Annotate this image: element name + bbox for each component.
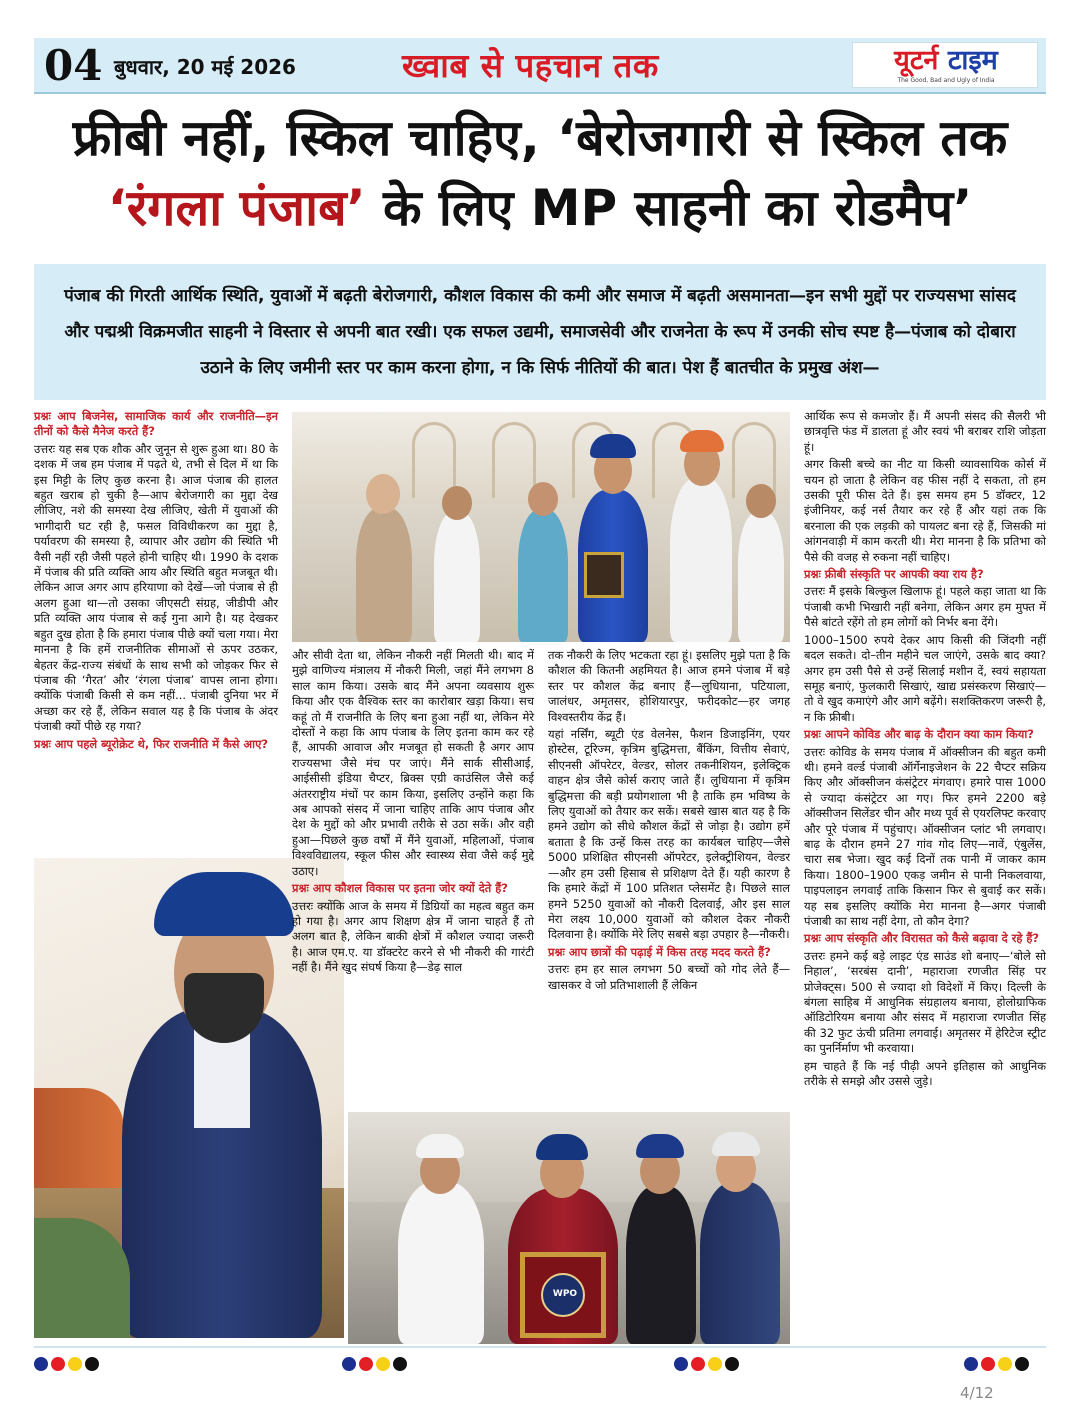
section-title: ख्वाब से पहचान तक — [402, 46, 659, 85]
answer-3-continued-2: यहां नर्सिंग, ब्यूटी एंड वेलनेस, फैशन डिजाइनिंग, एयर होस्टेस, टूरिज्म, कृत्रिम बुद्धिमत्ता, बैंकिंग, वित्तीय सेवाएं, सीएनसी ऑपरेटर, वेल्डर, सोलर तकनीशियन, इलेक्ट्रिक वाहन क्षेत्र जैसे कोर्स कराए जाते हैं। लुधियाना में कृत्रिम बुद्धिमत्ता की बड़ी प्रयोगशाला भी है ताकि हम भविष्य के लिए युवाओं को तैयार कर सकें। सबसे खास बात यह है कि हमने उद्योग को सीधे कौशल केंद्रों से जोड़ा है। उद्योग हमें बताता है कि उन्हें किस तरह का कार्यबल चाहिए—जैसे 5000 प्रशिक्षित सीएनसी ऑपरेटर, इलेक्ट्रीशियन, वेल्डर—और हम उसी हिसाब से प्रशिक्षण देते हैं। यही कारण है कि हमारे केंद्रों में 100 प्रतिशत प्लेसमेंट है। पिछले साल हमने 5250 युवाओं को नौकरी दिलवाई, और इस साल मेरा लक्ष्य 10,000 युवाओं को कौशल देकर नौकरी दिलवाना है। क्योंकि मेरे लिए सबसे बड़ा उपहार है—नौकरी। — [548, 727, 790, 942]
turban — [590, 434, 636, 458]
registration-dots — [342, 1354, 412, 1374]
answer-5-continued: 1000–1500 रुपये देकर आप किसी की जिंदगी नहीं बदल सकते। दो–तीन महीने चल जाएंगे, उसके बाद क्या? अगर हम उसी पैसे से उन्हें सिलाई मशीन दें, स्वयं सहायता समूह बनाएं, फुलकारी सिखाएं, खाद्य प्रसंस्करण सिखाएं—तो वे खुद कमाएंगे और आगे बढ़ेंगे। सशक्तिकरण जरूरी है, न कि फ्रीबी। — [804, 632, 1046, 724]
question-2: प्रश्नः आप पहले ब्यूरोक्रेट थे, फिर राजनीति में कैसे आए? — [34, 736, 268, 751]
dot-black — [85, 1357, 99, 1371]
framed-portrait — [584, 552, 624, 598]
answer-3-continued: तक नौकरी के लिए भटकता रहा हूं। इसलिए मुझे पता है कि कौशल की कितनी अहमियत है। आज हमने पंजाब में बड़े स्तर पर कौशल केंद्र बनाए हैं—लुधियाना, पटियाला, जालंधर, अमृतसर, होशियारपुर, फरीदकोट—हर जगह विश्वस्तरीय केंद्र हैं। — [548, 648, 790, 724]
question-1: प्रश्नः आप बिजनेस, सामाजिक कार्य और राजनीति—इन तीनों को कैसे मैनेज करते हैं? — [34, 409, 278, 439]
dot-black — [725, 1357, 739, 1371]
answer-2-continued: और सीवी देता था, लेकिन नौकरी नहीं मिलती थी। बाद में मुझे वाणिज्य मंत्रालय में नौकरी मिली, जहां मैंने लगभग 8 साल काम किया। उसके बाद मैंने अपना व्यवसाय शुरू किया और एक वैश्विक स्तर का कारोबार खड़ा किया। सच कहूं तो मैं राजनीति के लिए बना हुआ नहीं था, लेकिन मेरे दोस्तों ने कहा कि आप पंजाब के लिए इतना काम कर रहे हैं, आपकी आवाज और मजबूत हो सकती है अगर आप राज्यसभा जैसे मंच पर जाएं। मैंने सार्क सीसीआई, आईसीसी इंडिया चैप्टर, ब्रिक्स एग्री काउंसिल जैसे कई अंतरराष्ट्रीय मंचों पर काम किया, इसलिए उन्होंने कहा कि अब आपको संसद में जाना चाहिए ताकि आप पंजाब और देश के मुद्दों को और प्रभावी तरीके से उठा सकें। और वही हुआ—पिछले कुछ वर्षों में मैंने युवाओं, महिलाओं, पंजाब विश्वविद्यालय, स्कूल फीस और स्वास्थ्य सेवा जैसे कई मुद्दे उठाए। — [292, 648, 534, 878]
dot-yellow — [376, 1357, 390, 1371]
dot-black — [393, 1357, 407, 1371]
turban — [536, 1134, 588, 1160]
issue-date: बुधवार, 20 मई 2026 — [114, 55, 296, 79]
turban — [636, 1134, 684, 1158]
article-column-3 — [548, 648, 790, 995]
turban — [154, 872, 294, 936]
headline-rest: के लिए MP साहनी का रोडमैप’ — [365, 179, 973, 237]
logo-tagline: The Good, Bad and Ugly of India — [897, 77, 995, 84]
registration-dots — [964, 1354, 1034, 1374]
logo-wordmark — [853, 43, 1039, 79]
dot-yellow — [998, 1357, 1012, 1371]
award-badge-text: WPO — [552, 1289, 578, 1299]
dot-red — [359, 1357, 373, 1371]
person-white-shirt — [670, 478, 732, 642]
question-6: प्रश्नः आपने कोविड और बाढ़ के दौरान क्या काम किया? — [804, 727, 1034, 742]
wall-arch — [492, 422, 536, 498]
headline-line-2 — [34, 176, 1046, 240]
logo-part-1: यूटर्न — [894, 45, 939, 76]
turban — [416, 1134, 464, 1158]
person-head — [528, 482, 558, 516]
intro-standfirst: पंजाब की गिरती आर्थिक स्थिति, युवाओं में बढ़ती बेरोजगारी, कौशल विकास की कमी और समाज में बढ़ती असमानता—इन सभी मुद्दों पर राज्यसभा सांसद और पद्मश्री विक्रमजीत साहनी ने विस्तार से अपनी बात रखी। एक सफल उद्यमी, समाजसेवी और राजनेता के रूप में उनकी सोच स्पष्ट है—पंजाब को दोबारा उठाने के लिए जमीनी स्तर पर काम करना होगा, न कि सिर्फ नीतियों की बात। पेश हैं बातचीत के प्रमुख अंश— — [34, 264, 1046, 400]
answer-7: उत्तरः हमने कई बड़े लाइट एंड साउंड शो बनाए—‘बोले सो निहाल’, ‘सरबंस दानी’, महाराजा रणजीत सिंह पर प्रोजेक्ट्स। 500 से ज्यादा शो विदेशों में किए। दिल्ली के बंगला साहिब में आधुनिक संग्रहालय बनाया, होलोग्राफिक ऑडिटोरियम बनाया और संसद में महाराजा रणजीत सिंह की 32 फुट ऊंची प्रतिमा लगवाई। अमृतसर में हेरिटेज स्ट्रीट का पुनर्निर्माण भी करवाया। — [804, 948, 1046, 1056]
footer-rule — [34, 1346, 1046, 1348]
person-white-kurta — [398, 1182, 484, 1344]
shirt-collar — [194, 1028, 250, 1128]
article-column-1 — [34, 409, 278, 754]
headline-highlight: ‘रंगला पंजाब’ — [107, 179, 366, 237]
turban — [712, 1132, 760, 1156]
headline-line-1: फ्रीबी नहीं, स्किल चाहिए, ‘बेरोजगारी से स्किल तक — [72, 109, 1008, 167]
masthead-bar — [34, 38, 1046, 94]
question-5: प्रश्नः फ्रीबी संस्कृति पर आपकी क्या राय है? — [804, 567, 984, 582]
dot-black — [1015, 1357, 1029, 1371]
dot-blue — [674, 1357, 688, 1371]
question-4: प्रश्नः आप छात्रों की पढ़ाई में किस तरह मदद करते हैं? — [548, 944, 771, 959]
answer-5: उत्तरः मैं इसके बिल्कुल खिलाफ हूं। पहले कहा जाता था कि पंजाबी कभी भिखारी नहीं बनेगा, लेकिन अगर हम मुफ्त में पैसे बांटते रहेंगे तो हम लोगों को निर्भर बना देंगे। — [804, 584, 1046, 630]
answer-7-continued: हम चाहते हैं कि नई पीढ़ी अपने इतिहास को आधुनिक तरीके से समझे और उससे जुड़े। — [804, 1058, 1046, 1089]
dot-red — [691, 1357, 705, 1371]
person-head — [442, 486, 472, 520]
dot-blue — [34, 1357, 48, 1371]
student-white — [738, 512, 784, 642]
dot-yellow — [68, 1357, 82, 1371]
answer-4-continued-2: अगर किसी बच्चे का नीट या किसी व्यावसायिक कोर्स में चयन हो जाता है लेकिन वह फीस नहीं दे सकता, तो हम उसकी पूरी फीस देते हैं। इस समय हम 5 डॉक्टर, 12 इंजीनियर, कई नर्स तैयार कर रहे हैं और यहां तक कि बरनाला की एक लड़की को पायलट बना रहे हैं, जिसकी मां आंगनवाड़ी में काम करती थी। मेरा मानना है कि प्रतिभा को पैसे की वजह से रुकना नहीं चाहिए। — [804, 457, 1046, 564]
question-3: प्रश्नः आप कौशल विकास पर इतना जोर क्यों देते हैं? — [292, 881, 508, 896]
dot-red — [51, 1357, 65, 1371]
answer-6: उत्तरः कोविड के समय पंजाब में ऑक्सीजन की बहुत कमी थी। हमने वर्ल्ड पंजाबी ऑर्गेनाइजेशन के 22 चैप्टर सक्रिय किए और ऑक्सीजन कंसंट्रेटर मंगवाए। हमारे पास 1000 से ज्यादा कंसंट्रेटर आ गए। फिर हमने 2200 बड़े ऑक्सीजन सिलेंडर चीन और मध्य पूर्व से एयरलिफ्ट करवाए और पूरे पंजाब में पहुंचाए। ऑक्सीजन प्लांट भी लगवाए। बाढ़ के दौरान हमने 27 गांव गोद लिए—नावें, एंबुलेंस, चारा सब भेजा। खुद कई दिनों तक पानी में जाकर काम किया। 1800–1900 एकड़ जमीन से पानी निकलवाया, पाइपलाइन लगवाई ताकि किसान फिर से बुवाई कर सकें। यह सब इसलिए क्योंकि मेरा मानना है—अगर पंजाबी पंजाबी का साथ नहीं देगा, तो कौन देगा? — [804, 744, 1046, 928]
page-indicator: 4/12 — [960, 1384, 994, 1402]
person-blue-dress — [518, 510, 568, 642]
dot-blue — [342, 1357, 356, 1371]
dot-blue — [964, 1357, 978, 1371]
person-dark-suit — [626, 1186, 696, 1344]
answer-4-continued: आर्थिक रूप से कमजोर हैं। मैं अपनी संसद की सैलरी भी छात्रवृत्ति फंड में डालता हूं और स्वयं भी बराबर राशि जोड़ता हूं। — [804, 409, 1046, 454]
turban — [680, 430, 724, 452]
person-blue-jacket — [700, 1182, 780, 1344]
person-head — [746, 484, 776, 518]
registration-dots — [34, 1354, 104, 1374]
answer-1: उत्तरः यह सब एक शौक और जुनून से शुरू हुआ था। 80 के दशक में जब हम पंजाब में पढ़ते थे, तभी से दिल में था कि इस मिट्टी के लिए कुछ करना है। आज पंजाब की हालत बहुत खराब हो चुकी है—आप बेरोजगारी का मुद्दा देख लीजिए, नशे की समस्या देख लीजिए, खेती में युवाओं की भागीदारी घट रही है, फसल विविधीकरण का मुद्दा है, पर्यावरण की समस्या है, व्यापार और उद्योग की स्थिति भी वैसी नहीं रही जैसी पहले होनी चाहिए थी। 1990 के दशक में पंजाब की प्रति व्यक्ति आय और स्थिति बहुत मजबूत थी। लेकिन आज अगर आप हरियाणा को देखें—जो पंजाब से ही अलग हुआ था—तो उसका जीएसटी संग्रह, जीडीपी और प्रति व्यक्ति आय पंजाब से कई गुना आगे है। यह देखकर बहुत दुख होता है कि हमारा पंजाब पीछे क्यों चला गया। मेरा मानना है कि हमें राजनीतिक सीमाओं से ऊपर उठकर, बेहतर केंद्र-राज्य संबंधों के साथ सभी को जोड़कर फिर से पंजाब की ‘गैरत’ और ‘रंगला पंजाब’ वापस लाना होगा। क्योंकि पंजाबी किसी से कम नहीं... पंजाबी दुनिया भर में अच्छा कर रहे हैं, लेकिन सवाल यह है कि पंजाब के अंदर पंजाबी क्यों पीछे रह गया? — [34, 441, 278, 734]
question-7: प्रश्नः आप संस्कृति और विरासत को कैसे बढ़ावा दे रहे हैं? — [804, 931, 1040, 946]
skill-centre-group-photo — [292, 412, 790, 642]
answer-3: उत्तरः क्योंकि आज के समय में डिग्रियों का महत्व बहुत कम हो गया है। अगर आप शिक्षण क्षेत्र में जाना चाहते हैं तो अलग बात है, लेकिन बाकी क्षेत्रों में कौशल ज्यादा जरूरी है। आज एम.ए. या डॉक्टरेट करने से भी नौकरी की गारंटी नहीं है। मैंने खुद संघर्ष किया है—डेढ़ साल — [292, 898, 534, 975]
registration-dots — [674, 1354, 744, 1374]
logo-part-2: टाइम — [938, 45, 998, 76]
student-white — [434, 512, 480, 642]
wall-arch — [412, 422, 456, 498]
newspaper-logo — [852, 42, 1038, 88]
dot-yellow — [708, 1357, 722, 1371]
award-ceremony-photo — [348, 1112, 790, 1344]
answer-4: उत्तरः हम हर साल लगभग 50 बच्चों को गोद लेते हैं—खासकर वे जो प्रतिभाशाली हैं लेकिन — [548, 962, 790, 992]
page-number: 04 — [44, 41, 103, 90]
dot-red — [981, 1357, 995, 1371]
person-head — [366, 474, 400, 514]
article-column-2 — [292, 648, 534, 978]
person-blazer — [356, 508, 412, 642]
article-column-4 — [804, 409, 1046, 1091]
